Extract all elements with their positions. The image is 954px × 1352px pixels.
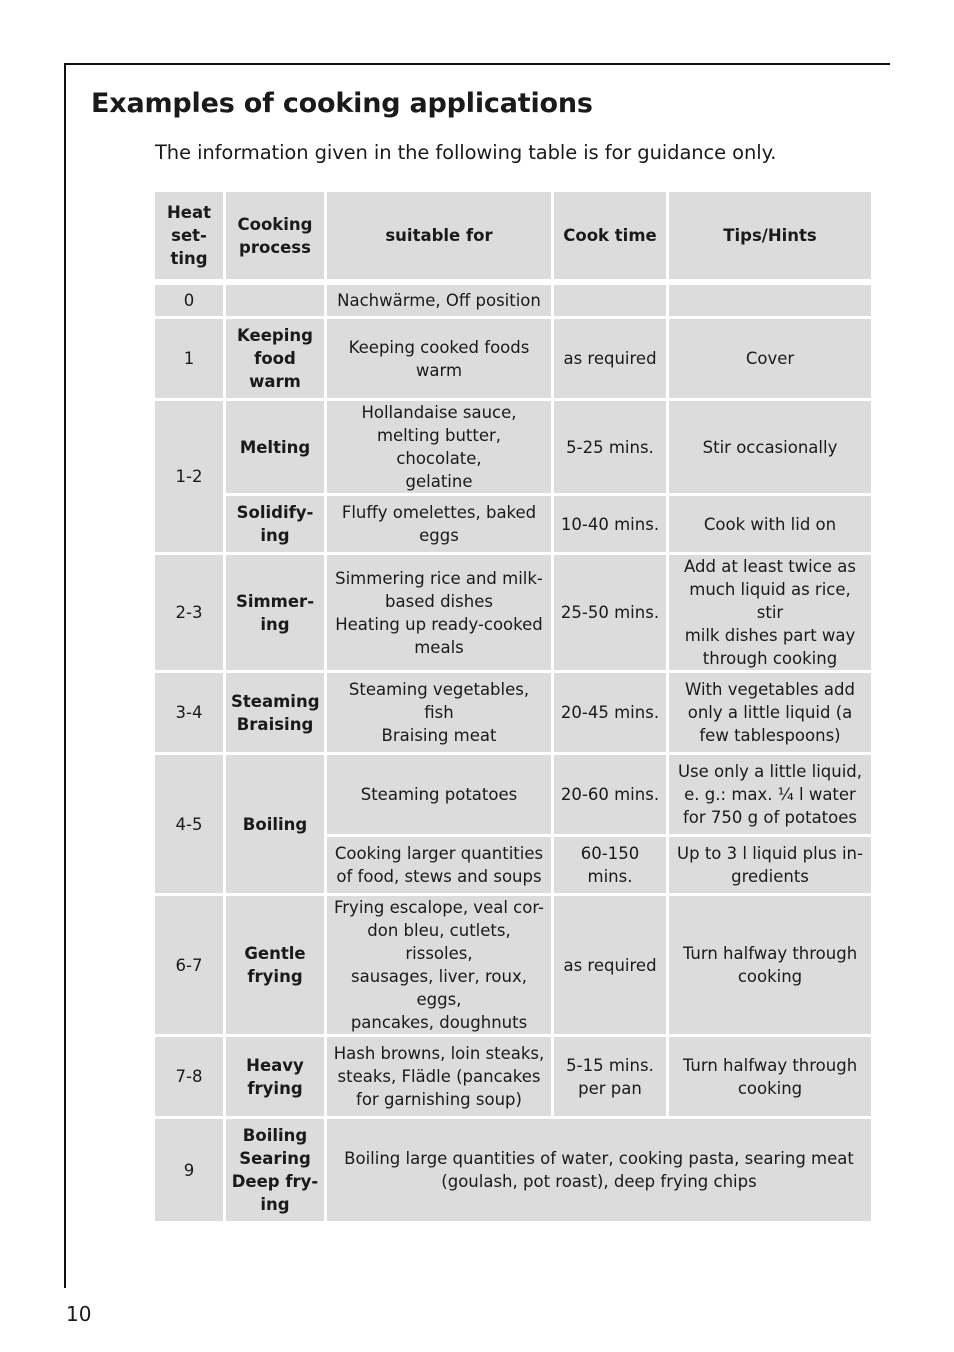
process-cell: Heavy frying (226, 1037, 324, 1116)
suitable-cell: Hash browns, loin steaks, steaks, Flädle (pancakes for garnishing soup) (327, 1037, 551, 1116)
suitable-cell: Hollandaise sauce, melting butter, chocolate, gelatine (327, 401, 551, 493)
header-cook-time: Cook time (554, 192, 666, 279)
table-row (155, 896, 871, 1034)
tips-cell: Add at least twice as much liquid as rice, stir milk dishes part way through cooking (669, 555, 871, 670)
suitable-cell: Steaming vegetables, fish Braising meat (327, 673, 551, 752)
process-cell: Keeping food warm (226, 319, 324, 398)
heat-setting-cell: 6-7 (155, 896, 223, 1034)
table-row (155, 319, 871, 398)
tips-cell: Stir occasionally (669, 401, 871, 493)
time-cell: 60-150 mins. (554, 837, 666, 893)
process-cell: Steaming Braising (226, 673, 324, 752)
table-header-row (155, 192, 871, 279)
header-heat-setting: Heat set- ting (155, 192, 223, 279)
frame-left-rule (64, 63, 66, 1288)
frame-top-rule (64, 63, 890, 65)
table-row (155, 555, 871, 670)
process-cell: Gentle frying (226, 896, 324, 1034)
tips-cell: Cover (669, 319, 871, 398)
time-cell: as required (554, 896, 666, 1034)
time-cell: 5-25 mins. (554, 401, 666, 493)
time-cell: 20-60 mins. (554, 755, 666, 834)
heat-setting-cell: 3-4 (155, 673, 223, 752)
intro-text: The information given in the following table is for guidance only. (155, 141, 777, 164)
time-cell: as required (554, 319, 666, 398)
table-row (155, 401, 871, 493)
header-tips-hints: Tips/Hints (669, 192, 871, 279)
heat-setting-cell: 9 (155, 1119, 223, 1221)
tips-cell: Up to 3 l liquid plus in- gredients (669, 837, 871, 893)
table-row (155, 285, 871, 316)
suitable-cell: Nachwärme, Off position (327, 285, 551, 316)
process-cell: Boiling (226, 755, 324, 893)
tips-cell (669, 285, 871, 316)
process-cell: Solidify- ing (226, 496, 324, 552)
header-suitable-for: suitable for (327, 192, 551, 279)
suitable-cell: Steaming potatoes (327, 755, 551, 834)
page-title: Examples of cooking applications (91, 88, 593, 119)
suitable-cell: Frying escalope, veal cor- don bleu, cutlets, rissoles, sausages, liver, roux, eggs, pancakes, doughnuts (327, 896, 551, 1034)
heat-setting-cell: 4-5 (155, 755, 223, 893)
header-cooking-process: Cooking process (226, 192, 324, 279)
process-cell: Simmer- ing (226, 555, 324, 670)
heat-setting-cell: 7-8 (155, 1037, 223, 1116)
time-cell (554, 285, 666, 316)
time-cell: 10-40 mins. (554, 496, 666, 552)
time-cell: 25-50 mins. (554, 555, 666, 670)
table-row (155, 755, 871, 834)
suitable-cell: Boiling large quantities of water, cooking pasta, searing meat (goulash, pot roast), deep frying chips (327, 1119, 871, 1221)
process-cell: Boiling Searing Deep fry- ing (226, 1119, 324, 1221)
page-number: 10 (66, 1302, 92, 1326)
table-row (155, 496, 871, 552)
suitable-cell: Simmering rice and milk- based dishes Heating up ready-cooked meals (327, 555, 551, 670)
tips-cell: With vegetables add only a little liquid (a few tablespoons) (669, 673, 871, 752)
suitable-cell: Cooking larger quantities of food, stews and soups (327, 837, 551, 893)
table-row (155, 673, 871, 752)
heat-setting-cell: 1-2 (155, 401, 223, 552)
tips-cell: Cook with lid on (669, 496, 871, 552)
tips-cell: Turn halfway through cooking (669, 1037, 871, 1116)
tips-cell: Use only a little liquid, e. g.: max. ¼ l water for 750 g of potatoes (669, 755, 871, 834)
heat-setting-cell: 2-3 (155, 555, 223, 670)
cooking-table (152, 189, 874, 1224)
time-cell: 5-15 mins. per pan (554, 1037, 666, 1116)
process-cell (226, 285, 324, 316)
suitable-cell: Fluffy omelettes, baked eggs (327, 496, 551, 552)
heat-setting-cell: 1 (155, 319, 223, 398)
process-cell: Melting (226, 401, 324, 493)
table-row (155, 1037, 871, 1116)
suitable-cell: Keeping cooked foods warm (327, 319, 551, 398)
time-cell: 20-45 mins. (554, 673, 666, 752)
heat-setting-cell: 0 (155, 285, 223, 316)
table-row (155, 1119, 871, 1221)
tips-cell: Turn halfway through cooking (669, 896, 871, 1034)
